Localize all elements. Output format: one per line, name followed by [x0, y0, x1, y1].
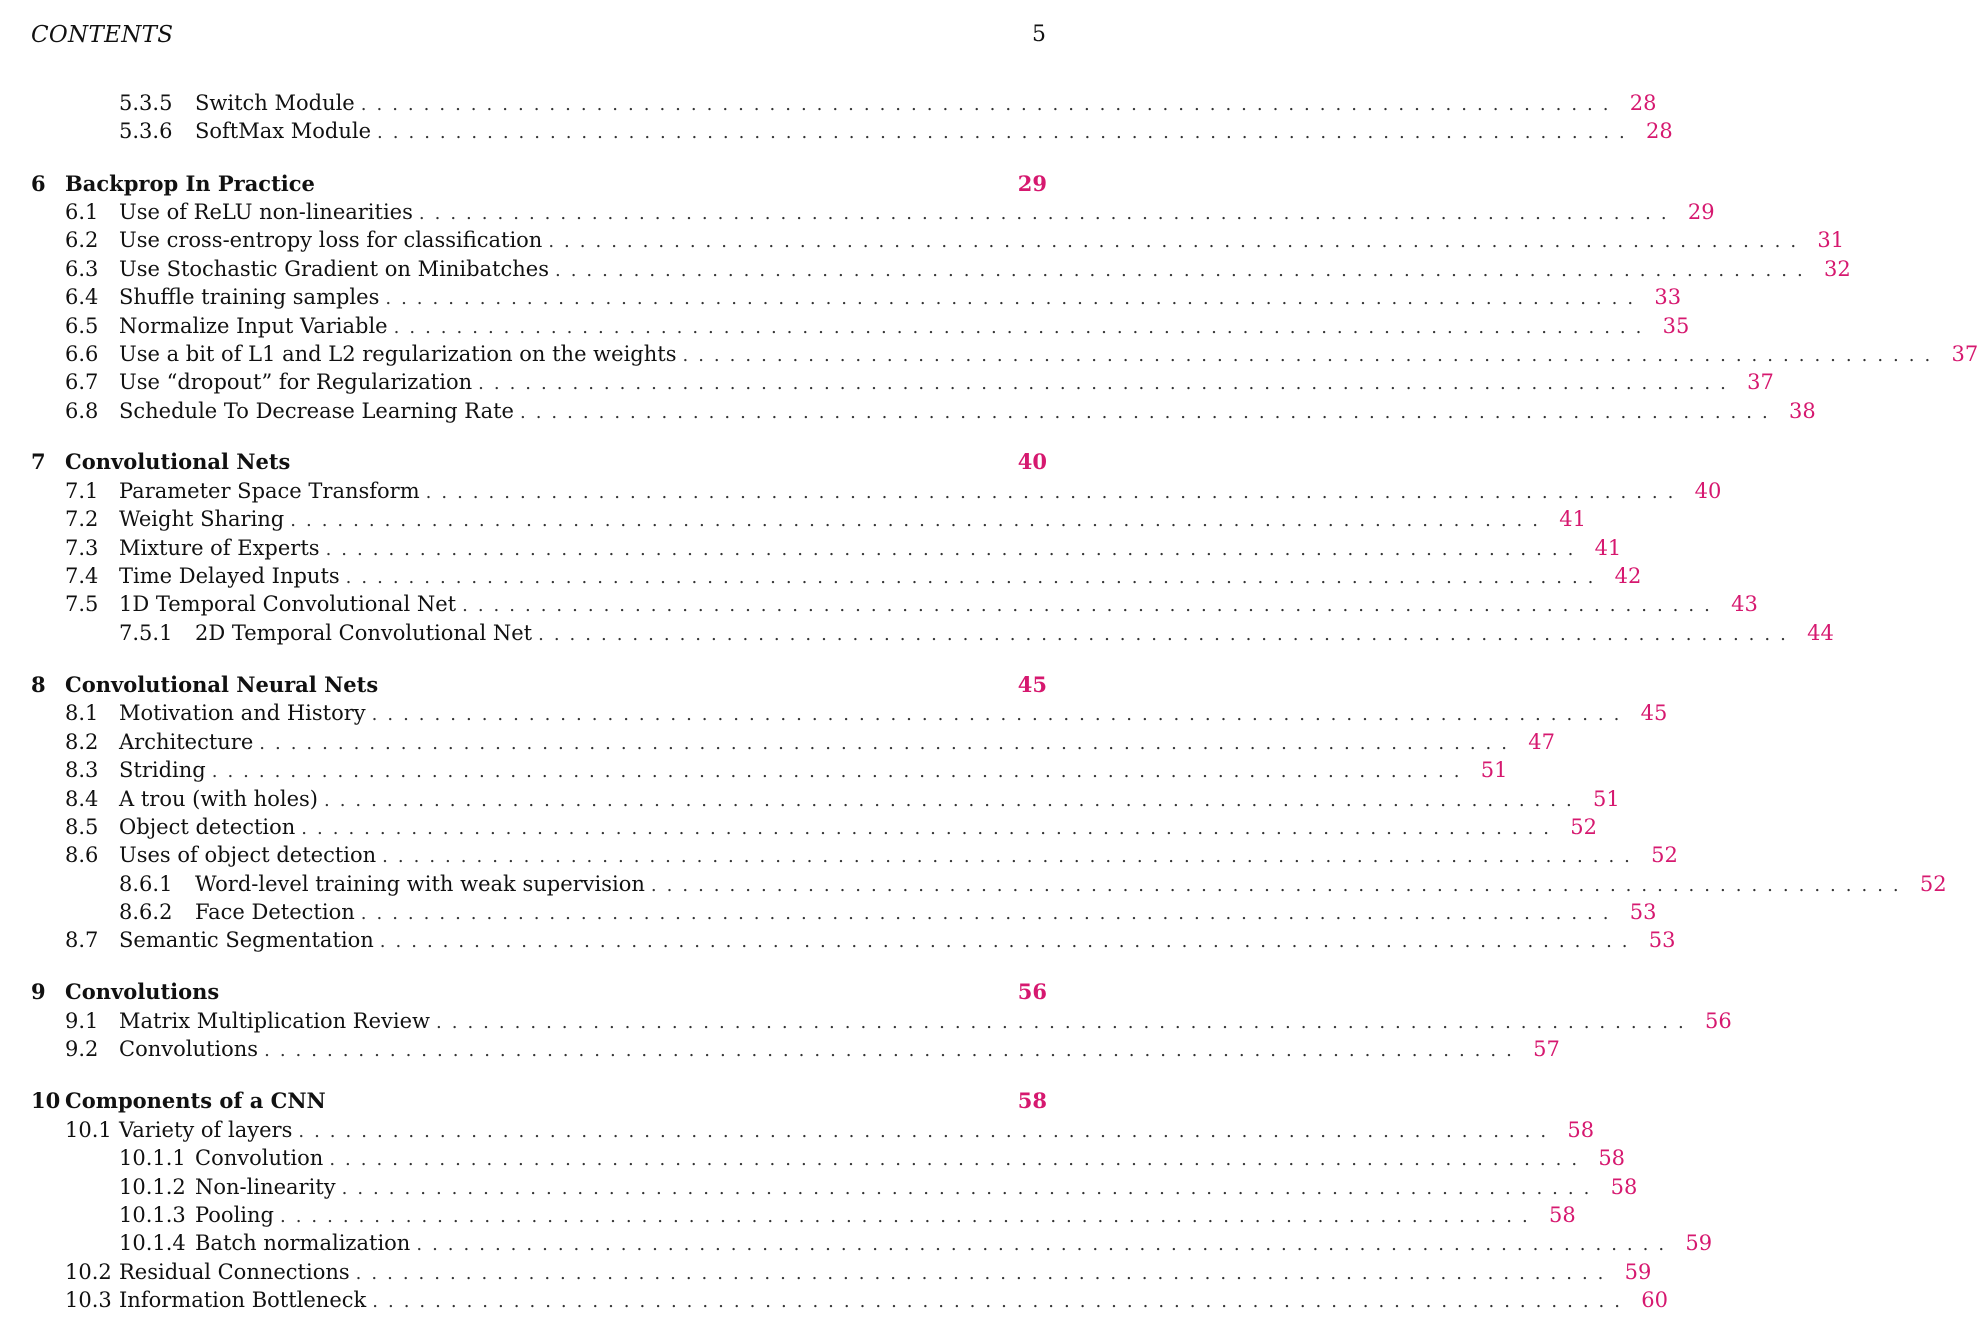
toc-dot-leader: ................................................................................ [548, 231, 1807, 252]
toc-section-entry[interactable] [65, 283, 1682, 311]
toc-subsection-entry[interactable] [119, 1201, 1576, 1229]
toc-entry-number: 8.2 [65, 730, 99, 754]
toc-page-link[interactable]: 52 [1651, 843, 1678, 867]
toc-page-link[interactable]: 37 [1951, 342, 1978, 366]
toc-dot-leader: ................................................................................ [382, 846, 1640, 867]
toc-section-entry[interactable] [65, 255, 1851, 283]
toc-chapter-entry[interactable] [31, 448, 1047, 476]
toc-section-entry[interactable] [65, 226, 1845, 254]
toc-entry-number: 6.5 [65, 314, 99, 338]
header-page-number: 5 [1032, 22, 1046, 47]
toc-entry-title: SoftMax Module [195, 119, 372, 143]
toc-section-entry[interactable] [65, 841, 1678, 869]
toc-section-entry[interactable] [65, 534, 1622, 562]
toc-entry-title: 2D Temporal Convolutional Net [195, 621, 533, 645]
toc-entry-number: 8.3 [65, 758, 99, 782]
toc-dot-leader: ................................................................................ [259, 733, 1517, 754]
toc-entry-title: Word-level training with weak supervision [195, 872, 645, 896]
toc-dot-leader: ................................................................................ [379, 931, 1638, 952]
toc-section-entry[interactable] [65, 699, 1668, 727]
toc-page-link[interactable]: 28 [1646, 119, 1673, 143]
toc-entry-title: Batch normalization [195, 1231, 411, 1255]
toc-page-link[interactable]: 59 [1624, 1260, 1652, 1284]
toc-entry-title: Parameter Space Transform [119, 479, 420, 503]
toc-entry-title: A trou (with holes) [119, 787, 318, 811]
toc-entry-number: 10.1.2 [119, 1175, 186, 1199]
toc-entry-number: 6.1 [65, 200, 99, 224]
toc-section-entry[interactable] [65, 1116, 1595, 1144]
toc-subsection-entry[interactable] [119, 898, 1657, 926]
toc-dot-leader: ................................................................................ [345, 567, 1604, 588]
toc-dot-leader: ................................................................................ [425, 482, 1684, 503]
toc-entry-title: Information Bottleneck [119, 1288, 367, 1312]
toc-page-link[interactable]: 58 [1610, 1175, 1638, 1199]
toc-chapter-entry[interactable] [31, 978, 1047, 1006]
toc-entry-number: 7.5 [65, 592, 99, 616]
toc-entry-title: Mixture of Experts [119, 536, 320, 560]
toc-entry-title: Switch Module [195, 91, 355, 115]
toc-subsection-entry[interactable] [119, 117, 1673, 145]
toc-dot-leader: ................................................................................ [554, 260, 1813, 281]
toc-dot-leader: ................................................................................ [279, 1206, 1538, 1227]
toc-entry-number: 8.4 [65, 787, 99, 811]
toc-dot-leader: ................................................................................ [377, 122, 1635, 143]
toc-page-link[interactable]: 53 [1648, 928, 1676, 952]
toc-section-entry[interactable] [65, 477, 1722, 505]
toc-dot-leader: ................................................................................ [301, 818, 1560, 839]
toc-entry-number: 10.1.3 [119, 1203, 186, 1227]
toc-section-entry[interactable] [65, 1258, 1652, 1286]
toc-section-entry[interactable] [65, 397, 1816, 425]
toc-dot-leader: ................................................................................ [519, 402, 1778, 423]
toc-entry-title: Shuffle training samples [119, 285, 380, 309]
toc-entry-title: Use of ReLU non-linearities [119, 200, 413, 224]
toc-entry-number: 7.5.1 [119, 621, 173, 645]
toc-entry-number: 6.7 [65, 370, 99, 394]
toc-page-link[interactable]: 45 [1017, 672, 1047, 697]
toc-page-link[interactable]: 58 [1017, 1088, 1047, 1113]
toc-section-entry[interactable] [65, 368, 1774, 396]
toc-dot-leader: ................................................................................ [393, 317, 1652, 338]
toc-dot-leader: ................................................................................ [323, 790, 1582, 811]
toc-entry-title: Striding [119, 758, 206, 782]
toc-dot-leader: ................................................................................ [211, 761, 1470, 782]
toc-entry-title: Face Detection [195, 900, 355, 924]
toc-entry-title: Variety of layers [119, 1118, 293, 1142]
toc-page-link[interactable]: 45 [1640, 701, 1668, 725]
toc-entry-title: Semantic Segmentation [119, 928, 374, 952]
toc-page-link[interactable]: 31 [1817, 228, 1845, 252]
toc-entry-title: Components of a CNN [65, 1088, 326, 1113]
toc-entry-title: Convolutional Neural Nets [65, 672, 379, 697]
toc-section-entry[interactable] [65, 1035, 1560, 1063]
toc-entry-number: 8 [31, 672, 46, 697]
toc-entry-number: 8.6.1 [119, 872, 173, 896]
toc-page-link[interactable]: 59 [1685, 1231, 1713, 1255]
toc-entry-number: 7 [31, 449, 46, 474]
toc-entry-title: Convolution [195, 1146, 324, 1170]
toc-entry-number: 7.4 [65, 564, 99, 588]
toc-page-link[interactable]: 42 [1614, 564, 1642, 588]
toc-entry-title: Object detection [119, 815, 296, 839]
toc-entry-title: 1D Temporal Convolutional Net [119, 592, 457, 616]
toc-entry-number: 9 [31, 979, 46, 1004]
toc-dot-leader: ................................................................................ [264, 1040, 1522, 1061]
toc-entry-number: 6.4 [65, 285, 99, 309]
toc-entry-number: 6 [31, 171, 46, 196]
toc-dot-leader: ................................................................................ [290, 510, 1548, 531]
toc-page-link[interactable]: 28 [1629, 91, 1657, 115]
toc-entry-title: Use a bit of L1 and L2 regularization on the weights [119, 342, 677, 366]
toc-entry-title: Non-linearity [195, 1175, 336, 1199]
toc-page-link[interactable]: 51 [1480, 758, 1508, 782]
toc-page-link[interactable]: 33 [1654, 285, 1682, 309]
toc-page-link[interactable]: 32 [1823, 257, 1851, 281]
toc-subsection-entry[interactable] [119, 89, 1657, 117]
toc-entry-title: Use cross-entropy loss for classification [119, 228, 543, 252]
toc-entry-title: Normalize Input Variable [119, 314, 388, 338]
toc-page-link[interactable]: 52 [1919, 872, 1947, 896]
toc-entry-title: Architecture [119, 730, 254, 754]
toc-page-link[interactable]: 40 [1017, 449, 1047, 474]
toc-entry-title: Convolutions [65, 979, 220, 1004]
toc-entry-number: 9.1 [65, 1009, 99, 1033]
toc-page-link[interactable]: 29 [1687, 200, 1715, 224]
toc-page-link[interactable]: 58 [1548, 1203, 1576, 1227]
toc-entry-title: Matrix Multiplication Review [119, 1009, 431, 1033]
toc-dot-leader: ................................................................................ [298, 1121, 1557, 1142]
toc-page-link[interactable]: 58 [1567, 1118, 1595, 1142]
toc-entry-number: 5.3.5 [119, 91, 173, 115]
toc-entry-title: Time Delayed Inputs [119, 564, 340, 588]
toc-entry-number: 6.6 [65, 342, 99, 366]
toc-entry-title: Schedule To Decrease Learning Rate [119, 399, 514, 423]
toc-dot-leader: ................................................................................ [682, 345, 1941, 366]
toc-section-entry[interactable] [65, 756, 1508, 784]
toc-entry-number: 8.7 [65, 928, 99, 952]
toc-entry-number: 10.1.4 [119, 1231, 186, 1255]
toc-page-link[interactable]: 53 [1629, 900, 1657, 924]
toc-entry-title: Uses of object detection [119, 843, 377, 867]
toc-entry-number: 8.1 [65, 701, 99, 725]
toc-entry-number: 7.3 [65, 536, 99, 560]
toc-entry-title: Use Stochastic Gradient on Minibatches [119, 257, 549, 281]
toc-dot-leader: ................................................................................ [538, 624, 1796, 645]
toc-entry-number: 6.8 [65, 399, 99, 423]
toc-page-link[interactable]: 29 [1017, 171, 1047, 196]
toc-entry-title: Weight Sharing [119, 507, 285, 531]
toc-entry-number: 8.6.2 [119, 900, 173, 924]
toc-dot-leader: ................................................................................ [385, 288, 1644, 309]
toc-dot-leader: ................................................................................ [355, 1263, 1614, 1284]
toc-dot-leader: ................................................................................ [371, 704, 1630, 725]
toc-chapter-entry[interactable] [31, 170, 1047, 198]
toc-dot-leader: ................................................................................ [418, 203, 1677, 224]
toc-page-link[interactable]: 37 [1747, 370, 1774, 394]
toc-entry-title: Convolutions [119, 1037, 259, 1061]
toc-dot-leader: ................................................................................ [372, 1291, 1630, 1312]
toc-page-link[interactable]: 43 [1731, 592, 1758, 616]
toc-dot-leader: ................................................................................ [436, 1012, 1694, 1033]
header-title: CONTENTS [31, 22, 174, 48]
toc-section-entry[interactable] [65, 813, 1598, 841]
toc-entry-title: Residual Connections [119, 1260, 350, 1284]
toc-section-entry[interactable] [65, 1007, 1732, 1035]
toc-dot-leader: ................................................................................ [329, 1149, 1588, 1170]
toc-section-entry[interactable] [65, 728, 1555, 756]
toc-subsection-entry[interactable] [119, 1229, 1713, 1257]
toc-entry-title: Convolutional Nets [65, 449, 291, 474]
toc-entry-title: Backprop In Practice [65, 171, 315, 196]
toc-entry-number: 8.6 [65, 843, 99, 867]
toc-entry-number: 6.3 [65, 257, 99, 281]
toc-entry-number: 10.1.1 [119, 1146, 186, 1170]
toc-dot-leader: ................................................................................ [325, 539, 1584, 560]
toc-page-link[interactable]: 51 [1592, 787, 1620, 811]
toc-subsection-entry[interactable] [119, 1173, 1638, 1201]
toc-dot-leader: ................................................................................ [650, 875, 1909, 896]
toc-dot-leader: ................................................................................ [360, 903, 1619, 924]
toc-entry-number: 10 [31, 1088, 61, 1113]
toc-entry-title: Motivation and History [119, 701, 366, 725]
toc-section-entry[interactable] [65, 505, 1586, 533]
toc-chapter-entry[interactable] [31, 1087, 1047, 1115]
toc-section-entry[interactable] [65, 1286, 1668, 1314]
toc-subsection-entry[interactable] [119, 870, 1947, 898]
toc-section-entry[interactable] [65, 590, 1758, 618]
toc-page-link[interactable]: 40 [1694, 479, 1722, 503]
toc-page-link[interactable]: 52 [1570, 815, 1598, 839]
toc-entry-number: 5.3.6 [119, 119, 173, 143]
toc-section-entry[interactable] [65, 785, 1620, 813]
toc-entry-number: 10.3 [65, 1288, 112, 1312]
toc-entry-number: 10.2 [65, 1260, 112, 1284]
toc-page-link[interactable]: 44 [1807, 621, 1834, 645]
toc-section-entry[interactable] [65, 562, 1642, 590]
toc-page-link[interactable]: 41 [1594, 536, 1622, 560]
toc-page-link[interactable]: 38 [1788, 399, 1816, 423]
toc-section-entry[interactable] [65, 312, 1690, 340]
toc-dot-leader: ................................................................................ [341, 1178, 1600, 1199]
toc-page-link[interactable]: 56 [1017, 979, 1047, 1004]
toc-page-link[interactable]: 57 [1533, 1037, 1560, 1061]
toc-section-entry[interactable] [65, 340, 1978, 368]
toc-entry-number: 7.2 [65, 507, 99, 531]
toc-page-link[interactable]: 35 [1662, 314, 1690, 338]
toc-dot-leader: ................................................................................ [360, 94, 1619, 115]
toc-chapter-entry[interactable] [31, 671, 1047, 699]
toc-section-entry[interactable] [65, 198, 1715, 226]
toc-entry-number: 9.2 [65, 1037, 99, 1061]
toc-dot-leader: ................................................................................ [478, 373, 1736, 394]
running-header [31, 22, 1046, 52]
toc-entry-number: 6.2 [65, 228, 99, 252]
toc-page-link[interactable]: 60 [1641, 1288, 1668, 1312]
toc-page-link[interactable]: 56 [1705, 1009, 1732, 1033]
toc-subsection-entry[interactable] [119, 1144, 1626, 1172]
toc-entry-title: Use “dropout” for Regularization [119, 370, 473, 394]
toc-entry-number: 7.1 [65, 479, 99, 503]
toc-entry-number: 10.1 [65, 1118, 112, 1142]
toc-subsection-entry[interactable] [119, 619, 1834, 647]
toc-dot-leader: ................................................................................ [462, 595, 1720, 616]
toc-dot-leader: ................................................................................ [416, 1234, 1675, 1255]
toc-entry-number: 8.5 [65, 815, 99, 839]
toc-page-link[interactable]: 41 [1559, 507, 1586, 531]
toc-page-link[interactable]: 47 [1528, 730, 1555, 754]
toc-entry-title: Pooling [195, 1203, 274, 1227]
toc-page-link[interactable]: 58 [1598, 1146, 1626, 1170]
toc-section-entry[interactable] [65, 926, 1676, 954]
